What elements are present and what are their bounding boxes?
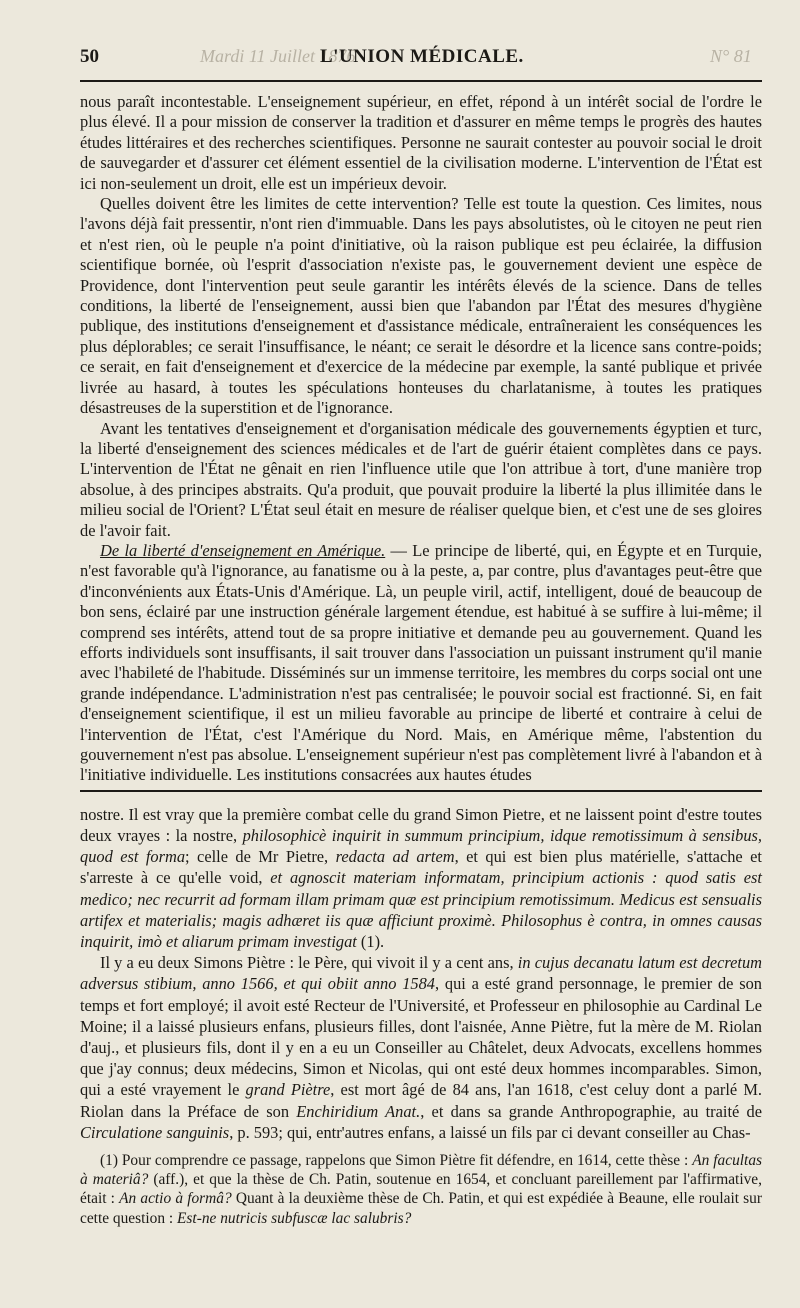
- paragraph-4-text: — Le principe de liberté, qui, en Égypte et en Turquie, n'est favorable qu'à l'ignorance, au fanatisme ou à la peste, a, par contre, plus d'avantages peut-être que d'inconvénients aux États-Unis d'Amérique. Là, un peuple viril, actif, intelligent, doué de beaucoup de bon sens, éclairé par une instruction générale largement étendue, est habitué à se suffire à lui-même; il comprend ses intérêts, attend tout de sa propre initiative et demande peu au gouvernement. Quand les efforts individuels sont insuffisants, il sait trouver dans l'association un puissant instrument qu'il manie avec l'habileté de l'habitude. Disséminés sur un immense territoire, les membres du corps social ont une grande indépendance. L'administration n'est pas centralisée; le pouvoir social est fractionné. Si, en fait d'enseignement scientifique, il est un milieu favorable au principe de liberté et contraire à celui de l'intervention de l'État, c'est l'Amérique du Nord. Mais, en Amérique même, l'abstention du gouvernement n'est pas absolue. L'enseignement supérieur n'est pas complètement livré à l'abandon et à l'initiative individuelle. Les institutions consacrées aux hautes études: [80, 540, 762, 785]
- italic-name: grand Piètre: [245, 1080, 331, 1100]
- latin-quote: redacta ad artem: [335, 847, 455, 867]
- book-title: Circulatione sanguinis: [80, 1122, 230, 1142]
- text-run: , et dans sa grande Anthropographie, au traité de: [420, 1101, 762, 1121]
- thesis-title: An facultas à materiâ?: [80, 1152, 763, 1189]
- text-run: , qui a esté grand personnage, le premier de son temps et fort employé; il avoit esté Recteur de l'Université, et Professeur en philosophie au Cardinal Le Moine; il a laissé plusieurs enfans, plusieurs filles, dont l'aisnée, Anne Piètre, fut la mère de M. Riolan d'auj., et plusieurs fils, dont il y en a eu un Conseiller au Châtelet, deux Advocats, excellens hommes que j'ay connus; deux médecins, Simon et Nicolas, qui ont esté deux hommes incomparables. Simon, qui a esté vrayement le: [80, 974, 762, 1100]
- text-run: , et qui est bien plus matérielle, s'attache et s'arreste à ce qu'elle void,: [80, 847, 762, 888]
- bleed-through-issue: N° 81: [710, 46, 752, 66]
- section-heading: De la liberté d'enseignement en Amérique.: [100, 540, 386, 560]
- footnote: [80, 1151, 762, 1228]
- lower-paragraph-1: [80, 804, 762, 952]
- thesis-title: An actio à formâ?: [119, 1190, 232, 1208]
- page-header: [80, 40, 762, 82]
- book-title: Enchiridium Anat.: [296, 1101, 421, 1121]
- text-run: Quant à la deuxième thèse de Ch. Patin, et qui est expédiée à Beaune, elle roulait sur cette question :: [80, 1190, 762, 1227]
- paragraph-4: [80, 541, 762, 786]
- divider-rule: [80, 790, 762, 792]
- latin-quote: in cujus decanatu latum est decretum adversus stibium, anno 1566, et qui obiit anno 1584: [80, 953, 762, 994]
- lower-paragraph-2: [80, 952, 762, 1143]
- bleed-through-date: Mardi 11 Juillet 1876: [200, 46, 356, 66]
- text-run: , est mort âgé de 84 ans, l'an 1618, c'est celuy dont a parlé M. Riolan dans la Préface de son: [80, 1080, 762, 1121]
- thesis-title: Est-ne nutricis subfuscæ lac salubris?: [177, 1209, 412, 1227]
- journal-title: L'UNION MÉDICALE.: [320, 46, 524, 67]
- upper-article: [80, 92, 762, 786]
- text-run: nostre. Il est vray que la première combat celle du grand Simon Pietre, et ne laissent point d'estre toutes deux vrayes : la nostre,: [80, 804, 762, 846]
- text-run: , p. 593; qui, entr'autres enfans, a laissé un fils par ci devant conseiller au Chas-: [229, 1122, 751, 1142]
- latin-quote: philosophicè inquirit in summum principium, idque remotissimum à sensibus, quod est forma: [80, 826, 762, 867]
- latin-quote: et agnoscit materiam informatam, principium actionis : quod satis est medico; nec recurrit ad formam illam primam quæ est principium remotissimum. Medicus est sensualis artifex et materialis; magis adhæret iis quæ afficiunt proximè. Philosophus è contra, in omnes causas inquirit, imò et aliarum primam investigat: [80, 868, 762, 952]
- lower-article: [80, 804, 762, 1228]
- text-run: (aff.), et que la thèse de Ch. Patin, soutenue en 1654, et concluant pareillement par l'affirmative, était :: [80, 1171, 762, 1208]
- footnote-text: [80, 1151, 762, 1228]
- footnote-ref: (1).: [356, 932, 385, 952]
- page-number: 50: [80, 46, 99, 67]
- text-run: (1) Pour comprendre ce passage, rappelons que Simon Piètre fit défendre, en 1614, cette thèse :: [100, 1152, 693, 1170]
- text-run: Il y a eu deux Simons Piètre : le Père, qui vivoit il y a cent ans,: [100, 953, 518, 973]
- paragraph-1: nous paraît incontestable. L'enseignement supérieur, en effet, répond à un intérêt social de l'ordre le plus élevé. Il a pour mission de conserver la tradition et d'assurer en même temps le progrès des hautes études littéraires et des recherches scientifiques. Personne ne saurait contester au pouvoir social le droit de sauvegarder et d'assurer cet élément essentiel de la civilisation moderne. L'intervention de l'État est ici non-seulement un droit, elle est un impérieux devoir.: [80, 92, 762, 193]
- paragraph-2: Quelles doivent être les limites de cette intervention? Telle est toute la question. Ces limites, nous l'avons déjà fait pressentir, n'ont rien d'immuable. Dans les pays absolutistes, où le citoyen ne peut rien et n'est rien, où le peuple n'a point d'initiative, où la raison publique est peu éclairée, la diffusion scientifique bornée, où l'esprit d'association n'existe pas, le gouvernement devient une espèce de Providence, dont l'intervention peut seule garantir les intérêts élevés de la science. Dans de telles conditions, la liberté de l'enseignement, aussi bien que l'abandon par l'État des mesures d'hygiène publique, des institutions d'enseignement et d'assistance médicale, entraîneraient les conséquences les plus déplorables; ce serait l'insuffisance, le néant; ce serait le désordre et la licence sans contre-poids; ce serait, en fait d'enseignement et d'exercice de la médecine par exemple, la santé publique et privée livrée au hasard, à toutes les spéculations honteuses du charlatanisme, à toutes les pratiques désastreuses de la superstition et de l'ignorance.: [80, 194, 762, 418]
- paragraph-3: Avant les tentatives d'enseignement et d'organisation médicale des gouvernements égyptien et turc, la liberté d'enseignement des sciences médicales et de l'art de guérir étaient complètes dans ce pays. L'intervention de l'État ne gênait en rien l'influence utile que l'on attribue à tort, d'une manière trop absolue, à des principes abstraits. Qu'a produit, que pouvait produire la liberté la plus illimitée dans le milieu social de l'Orient? L'État seul était en mesure de réaliser quelque bien, et c'est une de ses gloires de l'avoir fait.: [80, 418, 762, 540]
- text-run: ; celle de Mr Pietre,: [185, 847, 336, 867]
